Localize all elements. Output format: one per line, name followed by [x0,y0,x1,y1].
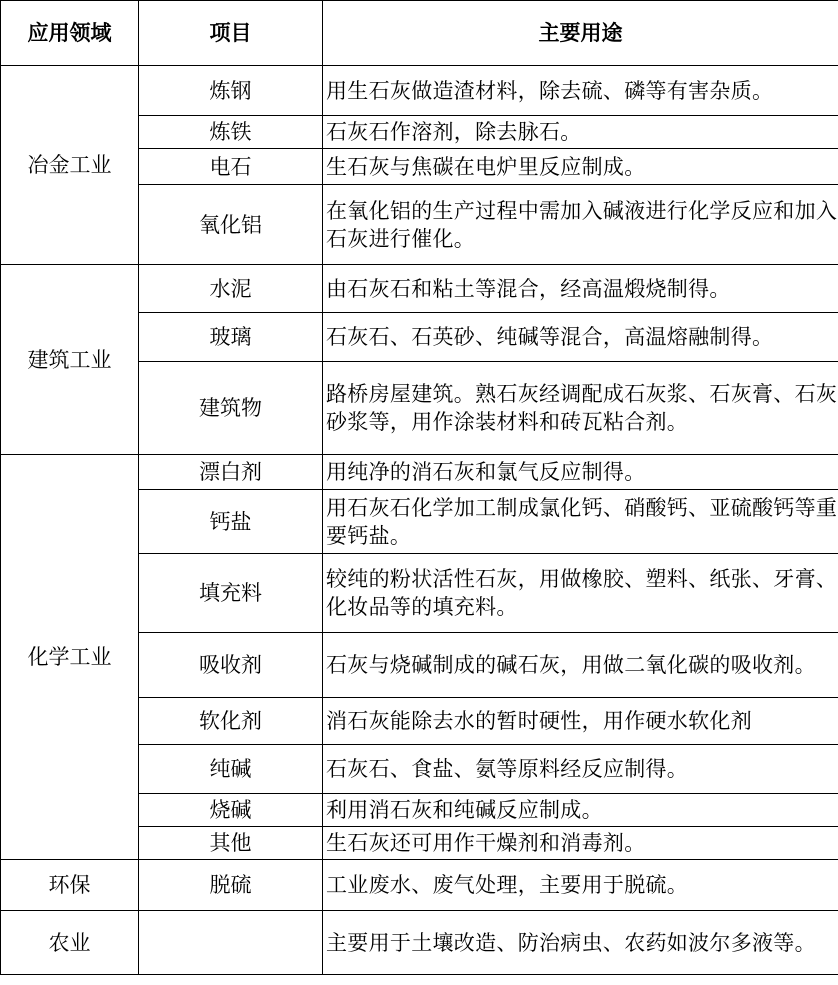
header-use: 主要用途 [323,1,838,66]
use-cell: 石灰石、石英砂、纯碱等混合，高温熔融制得。 [323,313,838,362]
item-cell: 漂白剂 [139,455,323,490]
use-cell: 石灰石、食盐、氨等原料经反应制得。 [323,745,838,794]
use-cell: 主要用于土壤改造、防治病虫、农药如波尔多液等。 [323,911,838,975]
use-cell: 较纯的粉状活性石灰，用做橡胶、塑料、纸张、牙膏、化妆品等的填充料。 [323,554,838,633]
header-domain: 应用领域 [1,1,139,66]
domain-cell-environment: 环保 [1,860,139,911]
item-cell: 吸收剂 [139,633,323,698]
item-cell: 钙盐 [139,490,323,554]
item-cell: 水泥 [139,265,323,313]
use-cell: 用石灰石化学加工制成氯化钙、硝酸钙、亚硫酸钙等重要钙盐。 [323,490,838,554]
item-cell: 脱硫 [139,860,323,911]
use-cell: 用生石灰做造渣材料，除去硫、磷等有害杂质。 [323,66,838,116]
item-cell: 电石 [139,149,323,185]
item-cell: 其他 [139,827,323,860]
item-cell: 玻璃 [139,313,323,362]
use-cell: 路桥房屋建筑。熟石灰经调配成石灰浆、石灰膏、石灰砂浆等，用作涂装材料和砖瓦粘合剂。 [323,362,838,455]
header-item: 项目 [139,1,323,66]
use-cell: 用纯净的消石灰和氯气反应制得。 [323,455,838,490]
table-row [1,265,838,313]
item-cell: 炼铁 [139,116,323,149]
item-cell: 建筑物 [139,362,323,455]
table-header-row [1,1,838,66]
use-cell: 在氧化铝的生产过程中需加入碱液进行化学反应和加入石灰进行催化。 [323,185,838,265]
item-cell: 烧碱 [139,794,323,827]
use-cell: 利用消石灰和纯碱反应制成。 [323,794,838,827]
use-cell: 消石灰能除去水的暂时硬性，用作硬水软化剂 [323,698,838,745]
item-cell: 填充料 [139,554,323,633]
item-cell: 炼钢 [139,66,323,116]
use-cell: 石灰与烧碱制成的碱石灰，用做二氧化碳的吸收剂。 [323,633,838,698]
item-cell: 氧化铝 [139,185,323,265]
item-cell: 纯碱 [139,745,323,794]
use-cell: 石灰石作溶剂，除去脉石。 [323,116,838,149]
table-row [1,455,838,490]
domain-cell-chemical: 化学工业 [1,455,139,860]
table-row [1,860,838,911]
item-cell: 软化剂 [139,698,323,745]
table-row [1,66,838,116]
domain-cell-metallurgy: 冶金工业 [1,66,139,265]
item-cell [139,911,323,975]
use-cell: 由石灰石和粘土等混合，经高温煅烧制得。 [323,265,838,313]
domain-cell-construction: 建筑工业 [1,265,139,455]
use-cell: 工业废水、废气处理，主要用于脱硫。 [323,860,838,911]
domain-cell-agriculture: 农业 [1,911,139,975]
use-cell: 生石灰还可用作干燥剂和消毒剂。 [323,827,838,860]
use-cell: 生石灰与焦碳在电炉里反应制成。 [323,149,838,185]
table-row [1,911,838,975]
